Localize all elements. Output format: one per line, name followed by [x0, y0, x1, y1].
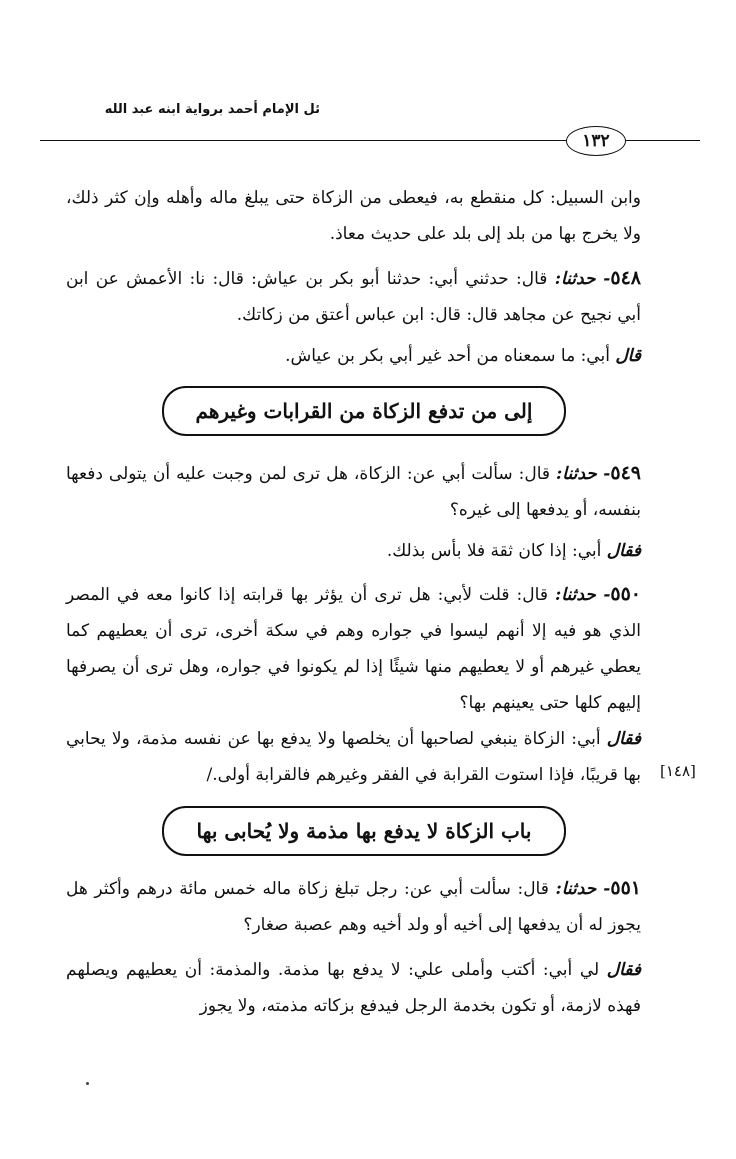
hadith-label: - حدثنا:: [556, 464, 611, 484]
hadith-number: ٥٥١: [610, 877, 641, 899]
speaker-label: فقال: [606, 729, 641, 749]
page-number: ١٣٢: [566, 126, 626, 156]
paragraph-text: أبي: إذا كان ثقة فلا بأس بذلك.: [386, 541, 607, 561]
paragraph-1: [66, 180, 641, 252]
hadith-text: قال: قلت لأبي: هل ترى أن يؤثر بها قرابته إذا كانوا معه في المصر الذي هو فيه إلا أنهم ليسوا في جواره وهم في سكة أخرى، ترى أن يعطيهم كما يعطي غيرهم أو لا يعطيهم منها شيئًا إذا لم يكونوا في جواره، وهل ترى أن يصرفها إليهم كلها حتى يعينهم بها؟: [66, 585, 641, 713]
speaker-label: فقال: [606, 960, 641, 980]
hadith-number: ٥٤٨: [610, 267, 641, 289]
paragraph-text: لي أبي: أكتب وأملى علي: لا يدفع بها مذمة. والمذمة: أن يعطيهم ويصلهم فهذه لازمة، أو تكون بخدمة الرجل فيدفع بزكاته مذمته، ولا يجوز: [66, 960, 641, 1016]
paragraph-text: وابن السبيل: كل منقطع به، فيعطى من الزكاة حتى يبلغ ماله وأهله وإن كثر ذلك، ولا يخرج بها من بلد إلى بلد على حديث معاذ.: [66, 188, 641, 244]
paragraph-3: [66, 338, 641, 374]
paragraph-7: [66, 721, 641, 793]
margin-reference: [١٤٨]: [660, 762, 696, 780]
hadith-label: - حدثنا:: [554, 269, 611, 289]
speck-mark: [86, 1082, 89, 1085]
speaker-label: فقال: [606, 541, 641, 561]
hadith-549: [66, 455, 641, 528]
hadith-number: ٥٥٠: [610, 583, 641, 605]
running-header: ئل الإمام أحمد برواية ابنه عبد الله: [104, 102, 320, 117]
hadith-text: قال: حدثني أبي: حدثنا أبو بكر بن عياش: قال: نا: الأعمش عن ابن أبي نجيح عن مجاهد قال: قال: ابن عباس أعتق من زكاتك.: [66, 269, 641, 325]
hadith-text: قال: سألت أبي عن: الزكاة، هل ترى لمن وجبت عليه أن يتولى دفعها بنفسه، أو يدفعها إلى غيره؟: [66, 464, 641, 520]
chapter-heading-box: باب الزكاة لا يدفع بها مذمة ولا يُحابى بها: [162, 806, 566, 856]
hadith-550: [66, 576, 641, 721]
hadith-number: ٥٤٩: [610, 462, 641, 484]
hadith-label: - حدثنا:: [555, 585, 611, 605]
paragraph-9: [66, 952, 641, 1024]
hadith-label: - حدثنا:: [555, 879, 611, 899]
hadith-548: [66, 260, 641, 333]
speaker-label: قال: [615, 346, 641, 366]
hadith-551: [66, 870, 641, 943]
paragraph-5: [66, 533, 641, 569]
paragraph-text: أبي: ما سمعناه من أحد غير أبي بكر بن عياش.: [285, 346, 616, 366]
paragraph-text: أبي: الزكاة ينبغي لصاحبها أن يخلصها ولا يدفع بها عن نفسه مذمة، ولا يحابي بها قريبًا، فإذا استوت القرابة في الفقر وغيرهم فالقرابة أولى./: [66, 729, 641, 785]
hadith-text: قال: سألت أبي عن: رجل تبلغ زكاة ماله خمس مائة درهم وأكثر هل يجوز له أن يدفعها إلى أخيه أو ولد أخيه وهم عصبة صغار؟: [66, 879, 641, 935]
chapter-heading-box: إلى من تدفع الزكاة من القرابات وغيرهم: [162, 386, 566, 436]
